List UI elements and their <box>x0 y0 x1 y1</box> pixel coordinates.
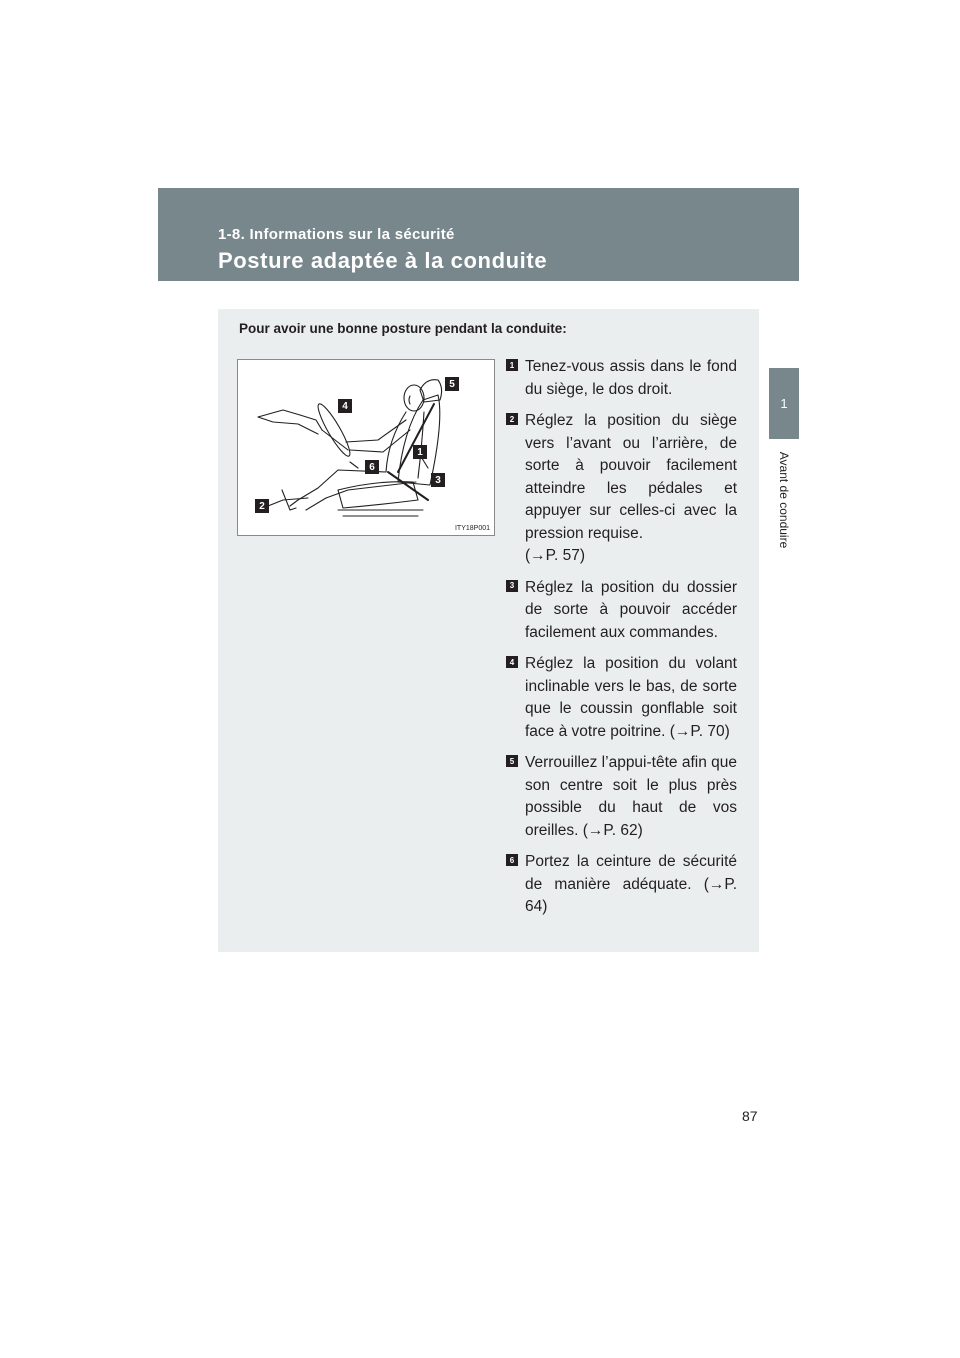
list-item <box>506 851 737 919</box>
chapter-number: 1 <box>780 396 788 411</box>
figure-code: ITY18P001 <box>454 525 490 532</box>
step-number-1: 1 <box>506 359 518 371</box>
figure-label-6: 6 <box>365 460 379 474</box>
list-item <box>506 752 737 842</box>
step-text: Verrouillez l’appui-tête afin que son centre soit le plus près possible du haut de vos oreilles. (→P. 62) <box>525 754 737 839</box>
list-item <box>506 653 737 743</box>
list-item <box>506 577 737 645</box>
list-item <box>506 356 737 401</box>
figure-label-4: 4 <box>338 399 352 413</box>
step-number-2: 2 <box>506 413 518 425</box>
step-text: Réglez la position du dossier de sorte à pouvoir accéder facilement aux commandes. <box>525 578 737 641</box>
intro-text: Pour avoir une bonne posture pendant la conduite: <box>239 321 567 336</box>
step-number-6: 6 <box>506 854 518 866</box>
step-text: Portez la ceinture de sécurité de manière adéquate. (→P. 64) <box>525 853 737 915</box>
chapter-label: Avant de conduire <box>777 451 791 549</box>
list-item <box>506 545 737 568</box>
figure-label-3: 3 <box>431 473 445 487</box>
step-number-5: 5 <box>506 755 518 767</box>
chapter-tab[interactable] <box>769 368 799 439</box>
page-title: Posture adaptée à la conduite <box>218 248 548 273</box>
step-reference: (→P. 57) <box>525 547 586 564</box>
figure-label-2: 2 <box>255 499 269 513</box>
posture-steps <box>506 356 737 928</box>
page-number: 87 <box>742 1108 758 1124</box>
figure-label-5: 5 <box>445 377 459 391</box>
step-number-3: 3 <box>506 580 518 592</box>
section-label: 1-8. Informations sur la sécurité <box>218 226 455 243</box>
step-text: Réglez la position du siège vers l’avant ou l’arrière, de sorte à pouvoir facilement atteindre les pédales et appuyer sur celles-ci avec la pression requise. <box>525 412 737 542</box>
figure-label-1: 1 <box>413 445 427 459</box>
step-number-4: 4 <box>506 656 518 668</box>
page-header <box>158 188 799 281</box>
content-box <box>218 309 759 952</box>
step-text: Réglez la position du volant inclinable vers le bas, de sorte que le coussin gonflable soit face à votre poitrine. (→P. 70) <box>525 655 737 740</box>
step-text: Tenez-vous assis dans le fond du siège, le dos droit. <box>525 358 737 398</box>
list-item <box>506 410 737 545</box>
driving-posture-figure <box>237 359 495 536</box>
